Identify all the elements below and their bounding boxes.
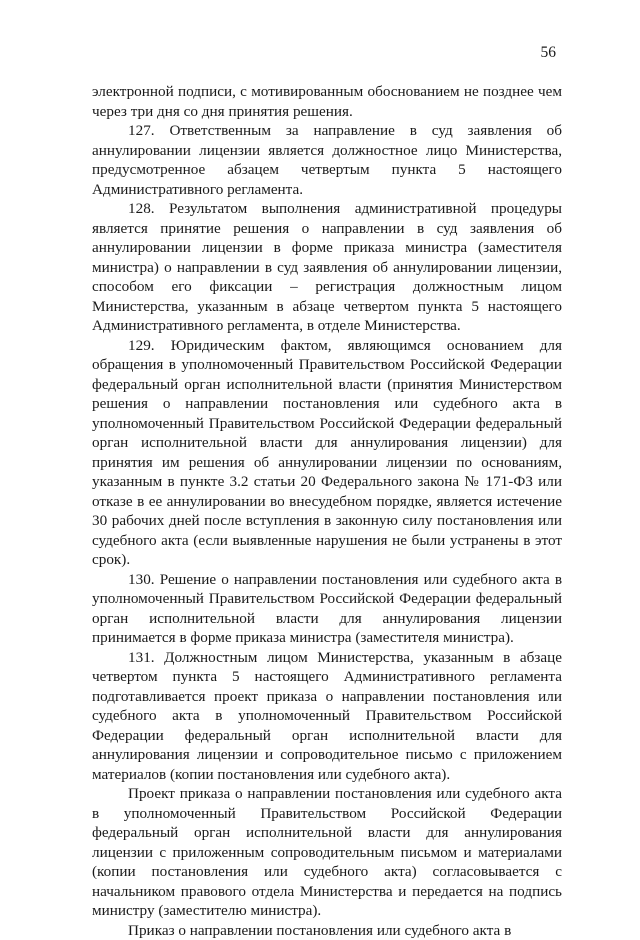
- paragraph-129: 129. Юридическим фактом, являющимся основанием для обращения в уполномоченный Правительством Российской Федерации федеральный орган исполнительной власти (принятия Министерством решения о направлении постановления или судебного акта в уполномоченный Правительством Российской Федерации федеральный орган исполнительной власти для аннулирования лицензии) для принятия им решения об аннулировании лицензии по основаниям, указанным в пункте 3.2 статьи 20 Федерального закона № 171-ФЗ или отказе в ее аннулировании во внесудебном порядке, является истечение 30 рабочих дней после вступления в законную силу постановления или судебного акта (если выявленные нарушения не были устранены в этот срок).: [92, 336, 562, 570]
- paragraph-continuation: электронной подписи, с мотивированным обоснованием не позднее чем через три дня со дня принятия решения.: [92, 82, 562, 121]
- page-number: 56: [541, 44, 557, 62]
- document-body: [92, 82, 562, 940]
- paragraph-127: 127. Ответственным за направление в суд заявления об аннулировании лицензии является должностное лицо Министерства, предусмотренное абзацем четвертым пункта 5 настоящего Административного регламента.: [92, 121, 562, 199]
- paragraph-130: 130. Решение о направлении постановления или судебного акта в уполномоченный Правительством Российской Федерации федеральный орган исполнительной власти для аннулирования лицензии принимается в форме приказа министра (заместителя министра).: [92, 570, 562, 648]
- paragraph-128: 128. Результатом выполнения административной процедуры является принятие решения о направлении в суд заявления об аннулировании лицензии в форме приказа министра (заместителя министра) о направлении в суд заявления об аннулировании лицензии, способом его фиксации – регистрация должностным лицом Министерства, указанным в абзаце четвертом пункта 5 настоящего Административного регламента, в отделе Министерства.: [92, 199, 562, 336]
- paragraph-draft-order: Проект приказа о направлении постановления или судебного акта в уполномоченный Правительством Российской Федерации федеральный орган исполнительной власти для аннулирования лицензии с приложенным сопроводительным письмом и материалами (копии постановления или судебного акта) согласовывается с начальником правового отдела Министерства и передается на подпись министру (заместителю министра).: [92, 784, 562, 921]
- paragraph-131: 131. Должностным лицом Министерства, указанным в абзаце четвертом пункта 5 настоящего Административного регламента подготавливается проект приказа о направлении постановления или судебного акта в уполномоченный Правительством Российской Федерации федеральный орган исполнительной власти для аннулирования лицензии и сопроводительное письмо с приложением материалов (копии постановления или судебного акта).: [92, 648, 562, 785]
- paragraph-order: Приказ о направлении постановления или судебного акта в: [92, 921, 562, 940]
